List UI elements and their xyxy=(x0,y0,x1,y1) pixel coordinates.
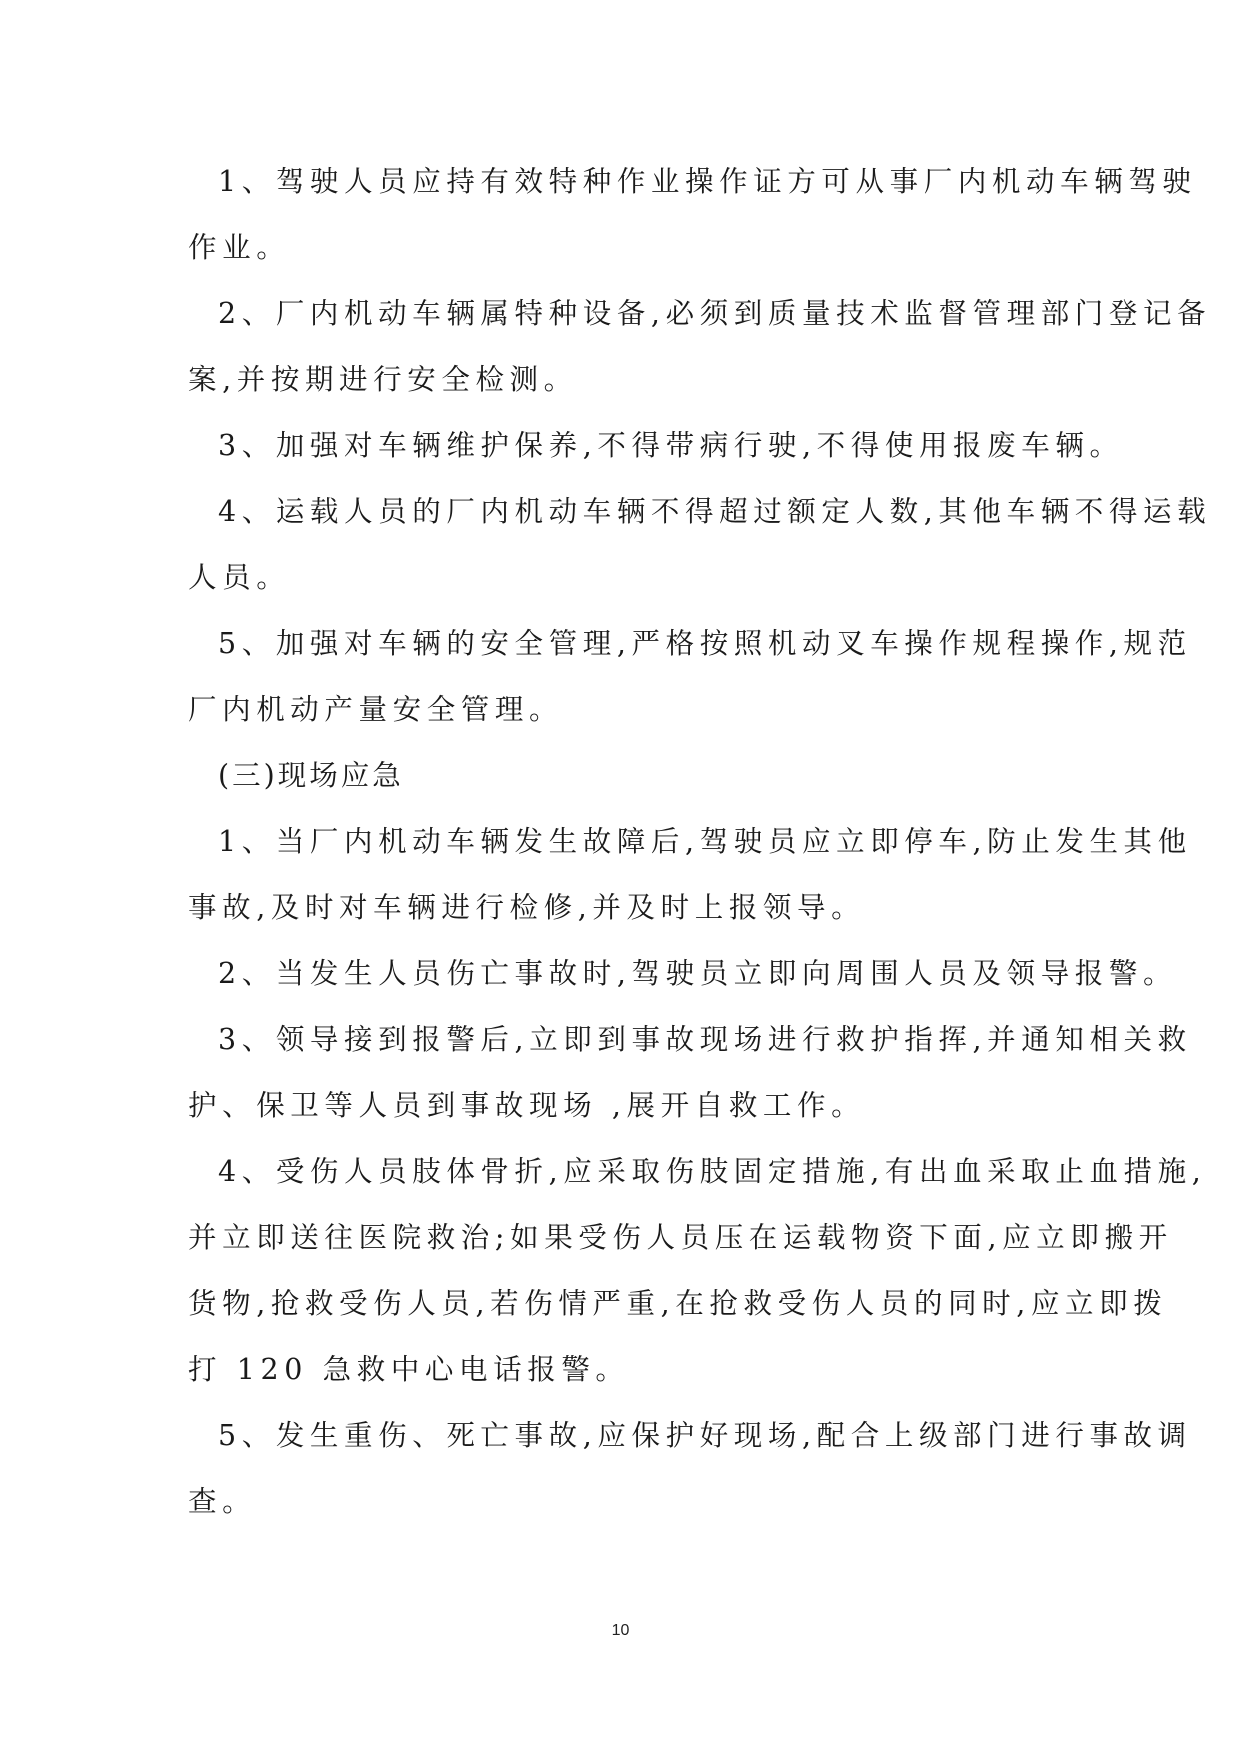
paragraph-line: 3、领导接到报警后,立即到事故现场进行救护指挥,并通知相关救 xyxy=(218,1023,1192,1056)
paragraph-line: 5、发生重伤、死亡事故,应保护好现场,配合上级部门进行事故调 xyxy=(218,1419,1192,1452)
paragraph-line: 2、厂内机动车辆属特种设备,必须到质量技术监督管理部门登记备 xyxy=(218,297,1212,330)
paragraph-line: 3、加强对车辆维护保养,不得带病行驶,不得使用报废车辆。 xyxy=(218,429,1124,462)
paragraph-line: 护、保卫等人员到事故现场 ,展开自救工作。 xyxy=(188,1089,866,1122)
paragraph-line: 查。 xyxy=(188,1485,257,1518)
paragraph-line: 货物,抢救受伤人员,若伤情严重,在抢救受伤人员的同时,应立即拨 xyxy=(188,1287,1168,1320)
paragraph-line: 2、当发生人员伤亡事故时,驾驶员立即向周围人员及领导报警。 xyxy=(218,957,1178,990)
document-body xyxy=(188,156,1212,1542)
paragraph-line: 4、运载人员的厂内机动车辆不得超过额定人数,其他车辆不得运载 xyxy=(218,495,1212,528)
paragraph-line: 4、受伤人员肢体骨折,应采取伤肢固定措施,有出血采取止血措施, xyxy=(218,1155,1207,1188)
page-number: 10 xyxy=(611,1622,630,1639)
paragraph-line: 作业。 xyxy=(188,231,291,264)
paragraph-line: 1、当厂内机动车辆发生故障后,驾驶员应立即停车,防止发生其他 xyxy=(218,825,1192,858)
paragraph-line: 1、驾驶人员应持有效特种作业操作证方可从事厂内机动车辆驾驶 xyxy=(218,165,1197,198)
paragraph-line: 打 120 急救中心电话报警。 xyxy=(188,1353,630,1386)
paragraph-line: 并立即送往医院救治;如果受伤人员压在运载物资下面,应立即搬开 xyxy=(188,1221,1173,1254)
paragraph-line: 厂内机动产量安全管理。 xyxy=(188,693,564,726)
paragraph-line: 5、加强对车辆的安全管理,严格按照机动叉车操作规程操作,规范 xyxy=(218,627,1192,660)
paragraph-line: 案,并按期进行安全检测。 xyxy=(188,363,578,396)
section-heading: (三)现场应急 xyxy=(218,759,404,792)
paragraph-line: 人员。 xyxy=(188,561,291,594)
paragraph-line: 事故,及时对车辆进行检修,并及时上报领导。 xyxy=(188,891,866,924)
